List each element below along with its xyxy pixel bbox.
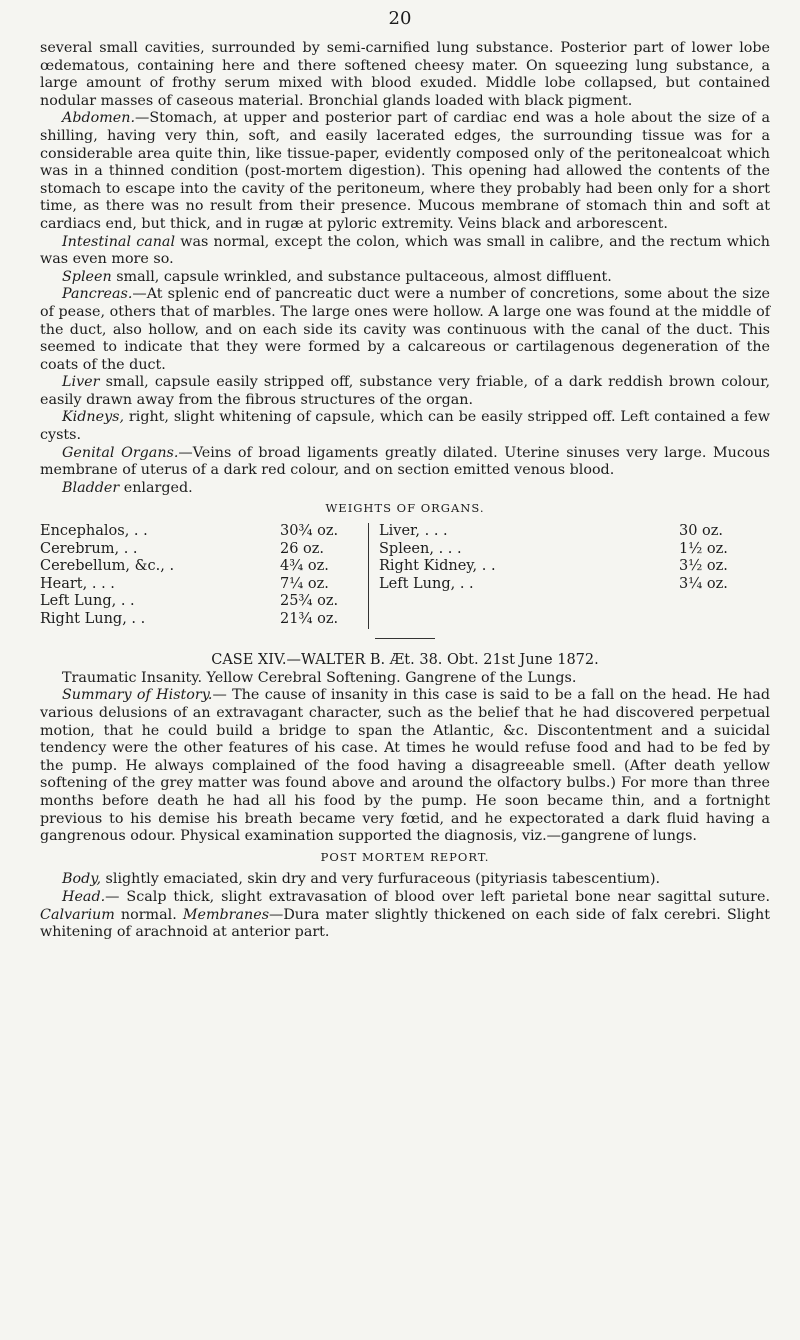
weight-row: Left Lung, . . 3¼ oz. bbox=[379, 575, 728, 592]
paragraph-body: Body, slightly emaciated, skin dry and very furfuraceous (pityriasis tabescentium). bbox=[62, 871, 661, 888]
paragraph-bladder: Bladder enlarged. bbox=[62, 479, 193, 496]
weights-left-column bbox=[40, 523, 369, 629]
case-heading bbox=[40, 635, 770, 670]
weight-row: Right Kidney, . . 3½ oz. bbox=[379, 558, 728, 575]
case-subtitle: Traumatic Insanity. Yellow Cerebral Softening. Gangrene of the Lungs. bbox=[62, 669, 577, 686]
page-number: 20 bbox=[388, 8, 412, 29]
weights-table bbox=[40, 523, 770, 629]
weights-heading: WEIGHTS OF ORGANS. bbox=[325, 501, 485, 516]
paragraph-genital: Genital Organs.—Veins of broad ligaments greatly dilated. Uterine sinuses very large. Mucous membrane of uterus of a dark red colour, and on section emitted venous blood. bbox=[40, 444, 770, 479]
weight-row: Liver, . . . 30 oz. bbox=[379, 523, 724, 540]
weight-row: Encephalos, . . 30¾ oz. bbox=[40, 523, 339, 540]
weight-row: Spleen, . . . 1½ oz. bbox=[379, 540, 728, 557]
paragraph-liver: Liver small, capsule easily stripped off, substance very friable, of a dark reddish brown colour, easily drawn away from the fibrous structures of the organ. bbox=[40, 374, 770, 408]
paragraph-summary: Summary of History.— The cause of insanity in this case is said to be a fall on the head. He had various delusions of an extravagant character, such as the belief that he had discovered perpetual motion, that he could build a bridge to span the Atlantic, &c. Discontentment and a suicidal tendency were the other features of his case. At times he would refuse food and had to be fed by the pump. He always complained of the food having a disagreeable smell. (After death yellow softening of the grey matter was found above and around the olfactory bulbs.) For more than three months before death he had all his food by the pump. He soon became thin, and a fortnight previous to his demise his breath became very fœtid, and he expectorated a dark fluid having a gangrenous odour. Physical examination supported the diagnosis, viz.—gangrene of lungs. bbox=[40, 687, 771, 845]
paragraph-lung: several small cavities, surrounded by semi-carnified lung substance. Posterior part of lower lobe œdematous, containing here and there softened cheesy mater. On squeezing lung substance, a large amount of frothy serum mixed with blood exuded. Middle lobe collapsed, but contained nodular masses of caseous material. Bronchial glands loaded with black pigment. bbox=[40, 40, 770, 109]
weight-row: Heart, . . . 7¼ oz. bbox=[40, 575, 329, 592]
weight-row: Cerebrum, . . 26 oz. bbox=[40, 540, 325, 557]
paragraph-kidneys: Kidneys, right, slight whitening of capsule, which can be easily stripped off. Left contained a few cysts. bbox=[40, 409, 770, 444]
weight-row: Left Lung, . . 25¾ oz. bbox=[40, 593, 339, 610]
post-mortem-heading: POST MORTEM REPORT. bbox=[320, 849, 490, 864]
weights-right-column bbox=[369, 523, 759, 629]
paragraph-head: Head.— Scalp thick, slight extravasation of blood over left parietal bone near sagittal suture. Calvarium normal. Membranes—Dura mater slightly thickened on each side of falx cerebri. Slight whitening of arachnoid at anterior part. bbox=[40, 888, 770, 941]
paragraph-spleen: Spleen small, capsule wrinkled, and substance pultaceous, almost diffluent. bbox=[62, 268, 612, 285]
paragraph-pancreas: Pancreas.—At splenic end of pancreatic duct were a number of concretions, some about the size of pease, others that of marbles. The large ones were hollow. A large one was found at the middle of the duct, also hollow, and on each side its cavity was continuous with the canal of the duct. This seemed to indicate that they were formed by a calcareous or cartilagenous degeneration of the coats of the duct. bbox=[40, 286, 770, 373]
case-title: CASE XIV.—WALTER B. Æt. 38. Obt. 21st June 1872. bbox=[211, 652, 599, 669]
divider bbox=[375, 638, 435, 639]
body-text bbox=[40, 40, 770, 942]
paragraph-intestinal: Intestinal canal was normal, except the colon, which was small in calibre, and the rectum which was even more so. bbox=[40, 233, 771, 268]
weight-row: Cerebellum, &c., . 4¾ oz. bbox=[40, 558, 329, 575]
weight-row: Right Lung, . . 21¾ oz. bbox=[40, 611, 339, 627]
paragraph-abdomen: Abdomen.—Stomach, at upper and posterior part of cardiac end was a hole about the size of a shilling, having very thin, soft, and easily lacerated edges, the surrounding tissue was for a considerable area quite thin, like tissue-paper, evidently composed only of the peritonealcoat which was in a thinned condition (post-mortem digestion). This opening had allowed the contents of the stomach to escape into the cavity of the peritoneum, where they probably had been only for a short time, as there was no result from their presence. Mucous membrane of stomach thin and soft at cardiacs end, but thick, and in rugæ at pyloric extremity. Veins black and arborescent. bbox=[40, 110, 770, 232]
